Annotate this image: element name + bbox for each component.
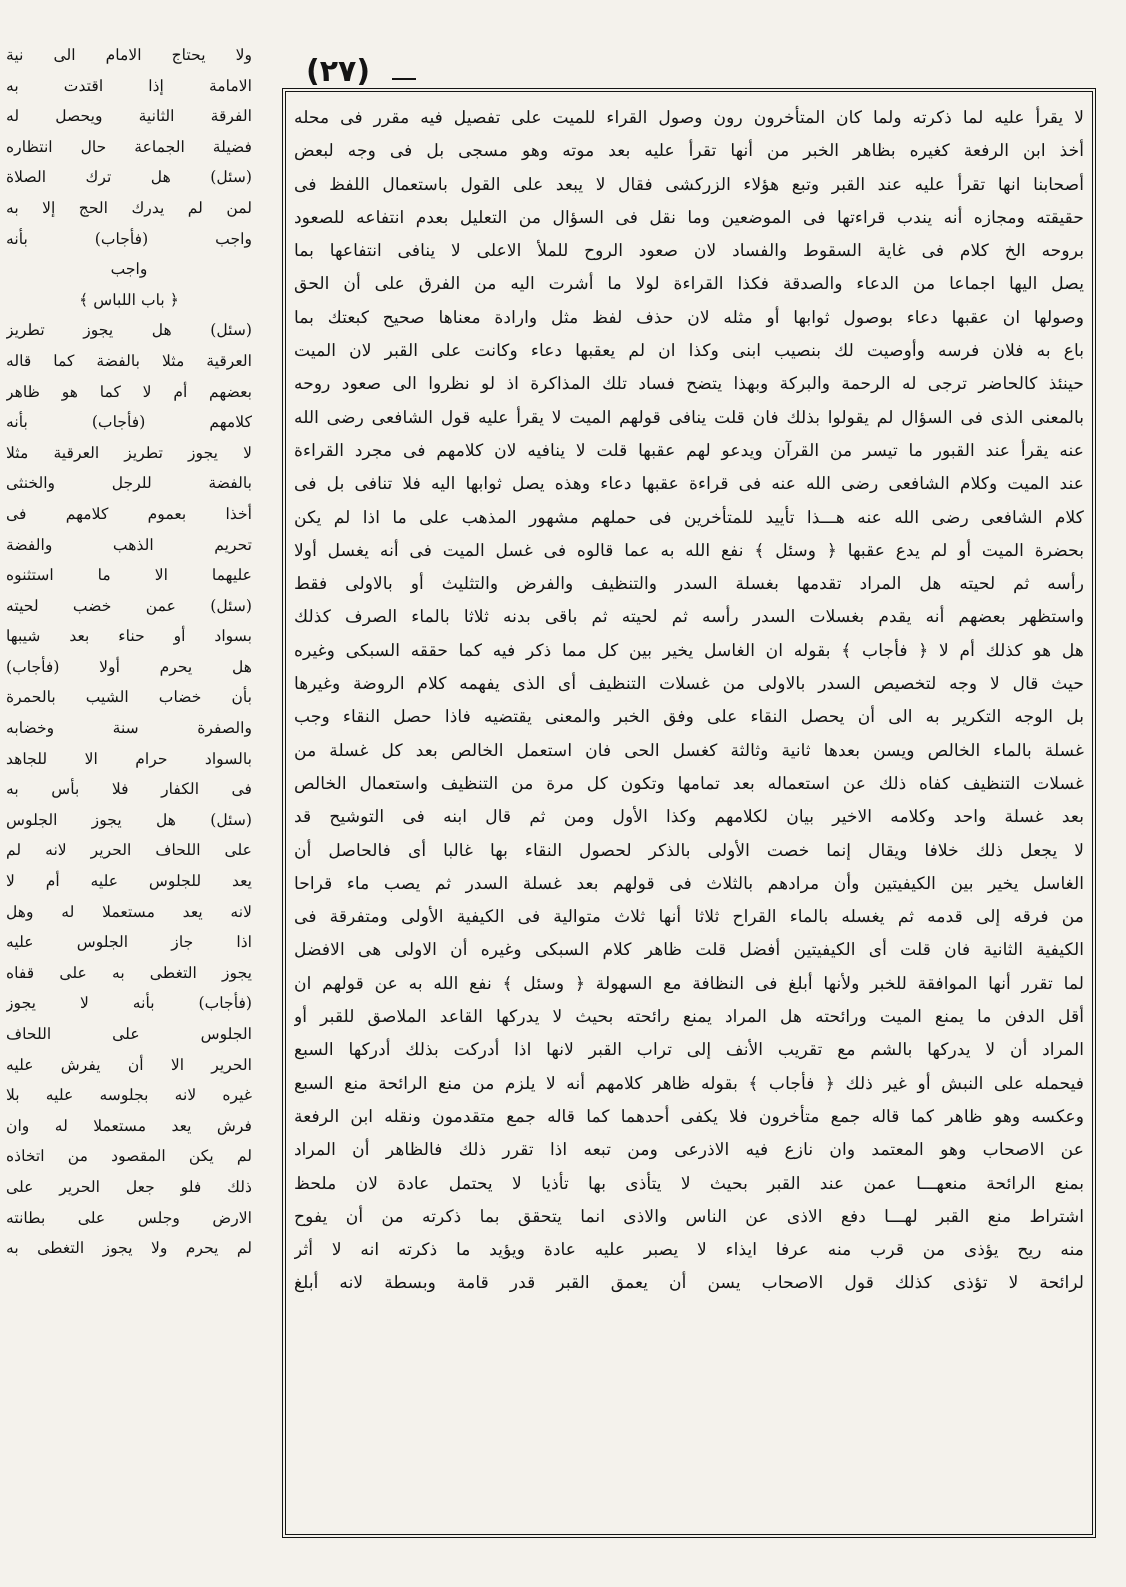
top-rule — [392, 78, 416, 80]
main-text-line: أخذ ابن الرفعة كغيره بظاهر الخبر من أنها تقرأ عليه بعد موته وهو مسجى بل فى وجه لبعض — [294, 141, 1084, 162]
main-text-line: لا يجعل ذلك خلافا ويقال إنما خصت الأولى بالذكر لحصول النقاء بها غالبا أى فالحاصل أن — [294, 840, 1084, 861]
margin-note-line: الفرقة الثانية ويحصل له — [6, 107, 252, 126]
main-text-line: غسلات التنظيف كفاه ذلك عن استعماله بعد تمامها وتكون كل مرة من التنظيف واستعمال الخالص — [294, 773, 1084, 794]
margin-note-line: عليهما الا ما استثنوه — [6, 566, 252, 585]
main-text-line: بحضرة الميت أو لم يدع عقبها ﴿ وسئل ﴾ نفع الله به عما قالوه فى غسل الميت فى أنه يغسل أولا — [294, 540, 1084, 561]
main-text-line: عند الميت وكلام الشافعى رضى الله عنه فى قراءة عقبها دعاء وهذه يصل ثوابها اليه فلا تنافى بل فى — [294, 474, 1084, 495]
margin-note-line: (سئل) عمن خضب لحيته — [6, 596, 252, 615]
margin-note-line: ذلك فلو جعل الحرير على — [6, 1177, 252, 1196]
main-text-line: حقيقته ومجازه أنه يندب قراءتها فى الموضعين وما نقل فى السؤال من التعليل بعدم انتفاعه للصعود — [294, 207, 1084, 228]
main-text-line: حيث قال لا وجه لتخصيص السدر بالاولى من غسلات التنظيف أى الذى يفهمه كلام الروضة وغيرها — [294, 674, 1084, 695]
margin-note-line: بالفضة للرجل والخنثى — [6, 474, 252, 493]
margin-note-line: لا يجوز تطريز العرقية مثلا — [6, 443, 252, 462]
margin-note-line: لم يحرم ولا يجوز التغطى به — [6, 1239, 252, 1258]
main-text-line: يصل اليها اجماعا من الدعاء والصدقة فكذا القراءة لولا ما أشرت اليه من الفرق على أن الحق — [294, 274, 1084, 295]
main-text-line: أقل الدفن ما يمنع الميت ورائحته هل المراد يمنع رائحته بحيث لا يدركها القاعد الملاصق للقبر أو — [294, 1007, 1084, 1028]
main-text-line: عن الاصحاب وهو المعتمد وان نازع فيه الاذرعى ومن تبعه اذا تقرر ذلك فالظاهر أن المراد — [294, 1140, 1084, 1161]
margin-note-line: الارض وجلس على بطانته — [6, 1208, 252, 1227]
margin-note-line: ﴿ باب اللباس ﴾ — [79, 290, 179, 309]
margin-note-line: الامامة إذا اقتدت به — [6, 76, 252, 95]
main-text-line: لا يقرأ عليه لما ذكرته ولما كان المتأخرون رون وصول القراء للميت على تفصيل فيه مقرر فى محله — [294, 108, 1084, 128]
margin-note-line: يعد للجلوس عليه أم لا — [6, 872, 252, 891]
main-text-line: لرائحة لا تؤذى كذلك قول الاصحاب يسن أن يعمق القبر قدر قامة وبسطة لانه أبلغ — [294, 1273, 1084, 1294]
main-text-line: من فرقه إلى قدمه ثم يغسله بالماء القراح ثلاثا أنها ثلاث متوالية فى الكيفية الأولى ومتفرقة فى — [294, 907, 1084, 928]
main-text-line: رأسه ثم لحيته هل المراد تقدمها بغسلة السدر والتنظيف والفرض والتثليث أو بالاولى فقط — [294, 574, 1084, 595]
margin-note-line: الجلوس على اللحاف — [6, 1025, 252, 1043]
margin-note-line: (سئل) هل يجوز الجلوس — [6, 810, 252, 829]
main-text-line: بل الوجه التكرير به الى أن يحصل النقاء على وفق الخبر والمعنى يقتضيه فاذا حصل النقاء وجب — [294, 707, 1084, 728]
main-text-line: بعد غسلة واحد وكلامه الاخير بيان لكلامهم وكذا الأول ومن ثم قال ابنه فى التوشيح قد — [294, 807, 1084, 828]
margin-note-line: (فأجاب) بأنه لا يجوز — [6, 994, 252, 1013]
margin-note-line: لم يكن المقصود من اتخاذه — [6, 1147, 252, 1166]
main-text-line: كلام الشافعى رضى الله عنه هـــذا تأييد للمتأخرين فى حملهم مشهور المذهب على ما اذا لم يكن — [294, 507, 1084, 528]
margin-note-line: على اللحاف الحرير لانه لم — [6, 841, 252, 860]
main-text-line: وعكسه وهو ظاهر كما قاله جمع متأخرون فلا يكفى أحدهما كما قاله جمع متقدمون ونقله ابن الرفعة — [294, 1106, 1084, 1127]
margin-note-line: غيره لانه بجلوسه عليه بلا — [6, 1086, 252, 1105]
main-text-line: أصحابنا انها تقرأ عليه عند القبر وتبع هؤلاء الزركشى فقال لا يبعد على القول باستعمال اللفظ فى — [294, 174, 1084, 195]
main-text-line: منه ريح يؤذى من قرب منه عرفا ايذاء لا يصبر عليه عادة ويؤيد ما ذكرته انه لا أثر — [294, 1240, 1084, 1261]
margin-note-line: واجب (فأجاب) بأنه — [6, 229, 252, 248]
margin-note-line: بسواد أو حناء بعد شيبها — [6, 627, 252, 646]
margin-note-line: (سئل) هل ترك الصلاة — [6, 168, 252, 187]
margin-note-line: لمن لم يدرك الحج إلا به — [6, 198, 252, 217]
margin-note-line: فى الكفار فلا بأس به — [6, 780, 252, 799]
margin-note-line: تحريم الذهب والفضة — [6, 535, 252, 554]
main-text-line: لما تقرر أنها الموافقة للخبر ولأنها أبلغ فى النظافة مع السهولة ﴿ وسئل ﴾ نفع الله به عن قولهم ان — [294, 973, 1084, 994]
margin-note-line: فضيلة الجماعة حال انتظاره — [6, 137, 252, 156]
main-text-line: الغاسل يخير بين الكيفيتين وأن مرادهم بالثلاث فى قولهم بعد غسلة السدر ثم يصب ماء قراحا — [294, 873, 1084, 894]
margin-note-line: الحرير الا أن يفرش عليه — [6, 1055, 252, 1074]
margin-note-line: يجوز التغطى به على قفاه — [6, 963, 252, 982]
margin-note-line: بالسواد حرام الا للجاهد — [6, 749, 252, 768]
main-text-line: وصولها ان عقبها دعاء بوصول ثوابها أو مثله لان حذف لفظ مثل وارادة معناها صحيح كبعتك بما — [294, 307, 1084, 328]
margin-note-line: اذا جاز الجلوس عليه — [6, 933, 252, 952]
main-text-line: بالمعنى الذى فى السؤال لم يقولوا بذلك فان قلت ينافى قولهم الميت لا يقرأ عليه قول الشافعى رضى الله — [294, 407, 1084, 428]
main-text-line: فيحمله على النبش أو غير ذلك ﴿ فأجاب ﴾ بقوله ظاهر كلامهم أنه لا يلزم من منع الرائحة منع السبع — [294, 1073, 1084, 1094]
main-text-line: باع به فلان فرسه وأوصيت لك بنصيب ابنى وكذا ان لم يعقبها دعاء وكانت على القبر لان الميت — [294, 341, 1084, 362]
main-text-line: الكيفية الثانية فان قلت أى الكيفيتين أفضل قلت ظاهر كلام السبكى وغيره أن الاولى هى الافضل — [294, 940, 1084, 961]
margin-note-line: بعضهم أم لا كما هو ظاهر — [6, 382, 252, 401]
main-text-line: عنه يقرأ عند القبور ما تيسر من القرآن ويدعو لهم عقبها قلت لا ينافيه لان كلامهم فى مجرد القراءة — [294, 440, 1084, 461]
margin-note-line: (سئل) هل يجوز تطريز — [6, 321, 252, 340]
margin-note-line: فرش يعد مستعملا له وان — [6, 1116, 252, 1135]
main-text-line: واستظهر بعضهم أنه يقدم بغسلات السدر رأسه ثم لحيته ثم باقى بدنه ثلاثا بالماء الصرف كذلك — [294, 607, 1084, 628]
margin-note-line: أخذا بعموم كلامهم فى — [6, 504, 252, 523]
main-text-frame — [282, 88, 1096, 1538]
main-text-line: حينئذ كالحاضر ترجى له الرحمة والبركة وبهذا يتضح فساد تلك المذاكرة اذ لو نظروا الى صعود روحه — [294, 374, 1084, 395]
page-number: (٢٧) — [305, 54, 371, 89]
margin-note-line: هل يحرم أولا (فأجاب) — [6, 657, 252, 676]
margin-note-line: كلامهم (فأجاب) بأنه — [6, 413, 252, 432]
margin-note-line: لانه يعد مستعملا له وهل — [6, 902, 252, 921]
main-text-line: المراد أن لا يدركها بالشم مع تقريب الأنف إلى تراب القبر لانها اذا أدركت بذلك أدركها السبع — [294, 1040, 1084, 1061]
main-text-line: بروحه الخ كلام فى غاية السقوط والفساد لان صعود الروح للملأ الاعلى لا ينافى انتفاعها بما — [294, 241, 1084, 262]
main-text-line: اشتراط منع القبر لهـــا دفع الاذى عن الناس والاذى انما يتحقق بما ذكرته من أن يفوح — [294, 1206, 1084, 1227]
margin-note-line: العرقية مثلا بالفضة كما قاله — [6, 351, 252, 370]
margin-note-line: ولا يحتاج الامام الى نية — [6, 46, 252, 64]
main-text-line: هل هو كذلك أم لا ﴿ فأجاب ﴾ بقوله ان الغاسل يخير بين كل مما ذكر فيه كما حققه السبكى وغيره — [294, 640, 1084, 661]
margin-note-line: والصفرة سنة وخضابه — [6, 719, 252, 738]
margin-note-line: بأن خضاب الشيب بالحمرة — [6, 688, 252, 707]
main-text-line: بمنع الرائحة منعهـــا عمن عند القبر بحيث لا يتأذى بها تأذيا لا يحتمل عادة لان ملحظ — [294, 1173, 1084, 1194]
margin-note-line: واجب — [110, 260, 148, 279]
main-text-line: غسلة بالماء الخالص ويسن بعدها ثانية وثالثة كغسل الحى فان استعمل الخالص بعد كل غسلة من — [294, 740, 1084, 761]
